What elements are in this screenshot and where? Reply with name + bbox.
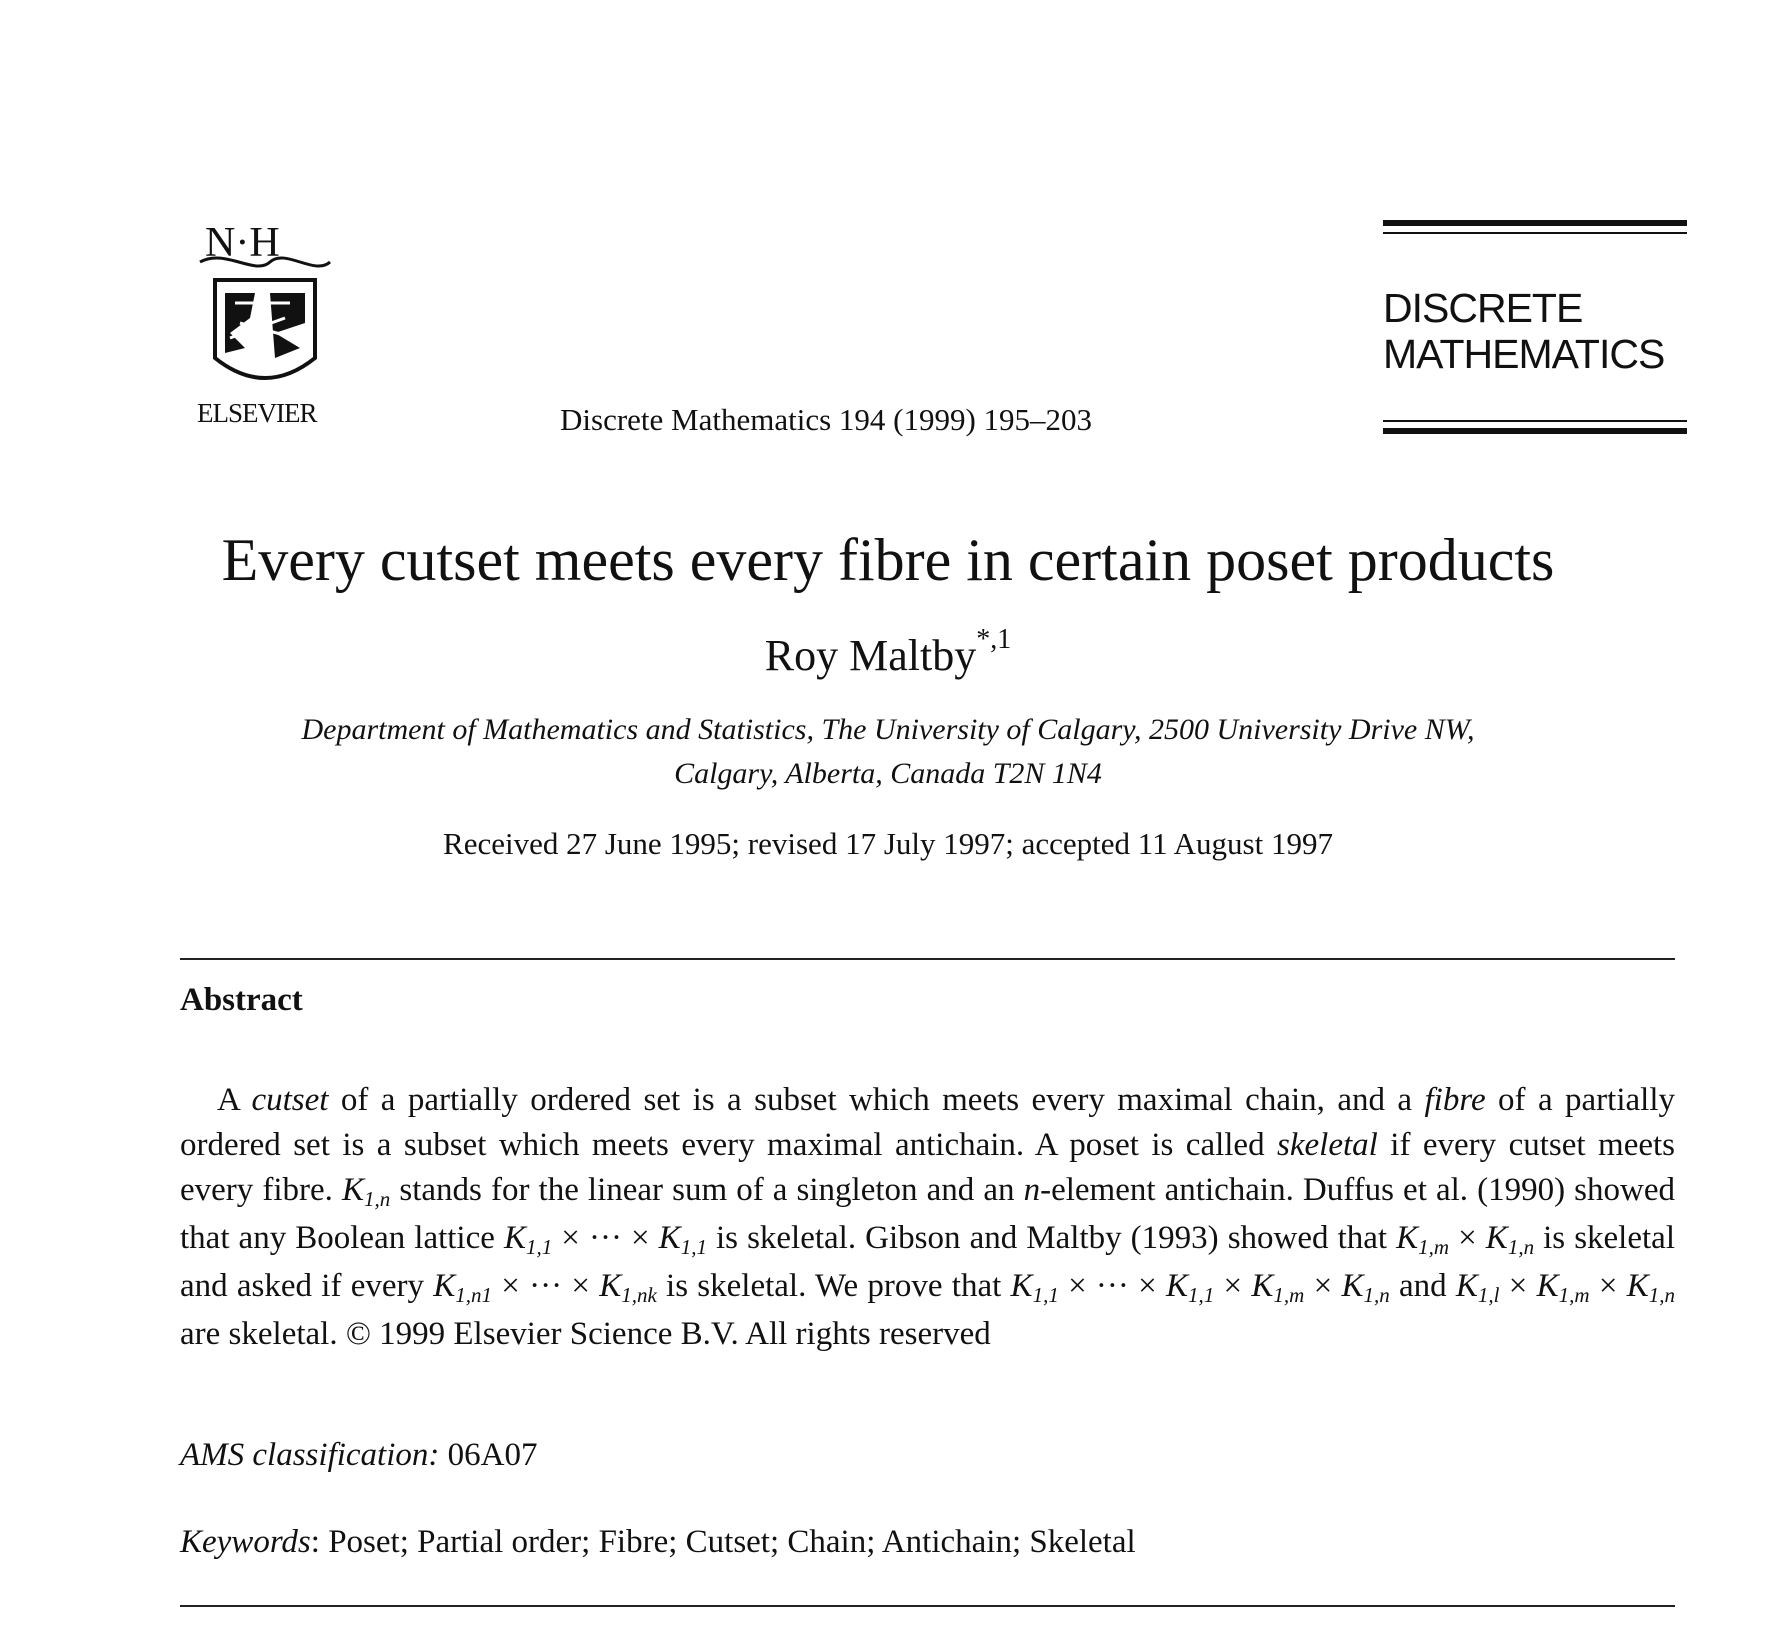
article-title: Every cutset meets every fibre in certain poset products <box>221 527 1555 593</box>
keywords-value: : Poset; Partial order; Fibre; Cutset; Chain; Antichain; Skeletal <box>310 1524 1136 1560</box>
publisher-name: ELSEVIER <box>197 398 317 428</box>
logo-monogram: N·H <box>205 220 280 266</box>
ams-value: 06A07 <box>439 1437 538 1473</box>
affiliation-line1: Department of Mathematics and Statistics, The University of Calgary, 2500 University Drive NW, <box>301 713 1475 746</box>
history-dates: Received 27 June 1995; revised 17 July 1997; accepted 11 August 1997 <box>443 826 1333 861</box>
abstract-paragraph: A cutset of a partially ordered set is a subset which meets every maximal chain, and a fibre of a partially ordered set is a subset which meets every maximal antichain. A poset is called skeletal if every cutset meets every fibre. K1,n stands for the linear sum of a singleton and an n-element antichain. Duffus et al. (1990) showed that any Boolean lattice K1,1 × ··· × K1,1 is skeletal. Gibson and Maltby (1993) showed that K1,m × K1,n is skeletal and asked if every K1,n1 × ··· × K1,nk is skeletal. We prove that K1,1 × ··· × K1,1 × K1,m × K1,n and K1,l × K1,m × K1,n are skeletal. © 1999 Elsevier Science B.V. All rights reserved <box>180 1082 1676 1352</box>
journal-citation: Discrete Mathematics 194 (1999) 195–203 <box>560 402 1093 437</box>
abstract-heading: Abstract <box>180 982 303 1018</box>
rule-above-abstract <box>180 958 1675 960</box>
author-marks: *,1 <box>976 624 1012 656</box>
rule-below-keywords <box>180 1605 1675 1607</box>
journal-rule-top-thick <box>1383 220 1687 226</box>
author-line <box>0 624 1776 681</box>
abstract-body <box>180 1078 1675 1357</box>
journal-name-line1: DISCRETE <box>1383 285 1583 331</box>
journal-rule-top-thin <box>1383 232 1687 234</box>
keywords <box>180 1524 1136 1561</box>
keywords-label: Keywords <box>180 1524 311 1560</box>
author-name: Roy Maltby <box>764 631 977 680</box>
affiliation-line2: Calgary, Alberta, Canada T2N 1N4 <box>674 757 1102 790</box>
journal-rule-bottom-thin <box>1383 420 1687 422</box>
ams-label: AMS classification: <box>180 1437 440 1473</box>
journal-name <box>1383 285 1664 377</box>
elsevier-logo <box>195 208 335 418</box>
journal-rule-bottom-thick <box>1383 428 1687 434</box>
ams-classification <box>180 1437 537 1474</box>
journal-name-line2: MATHEMATICS <box>1383 331 1665 377</box>
affiliation <box>0 708 1776 796</box>
